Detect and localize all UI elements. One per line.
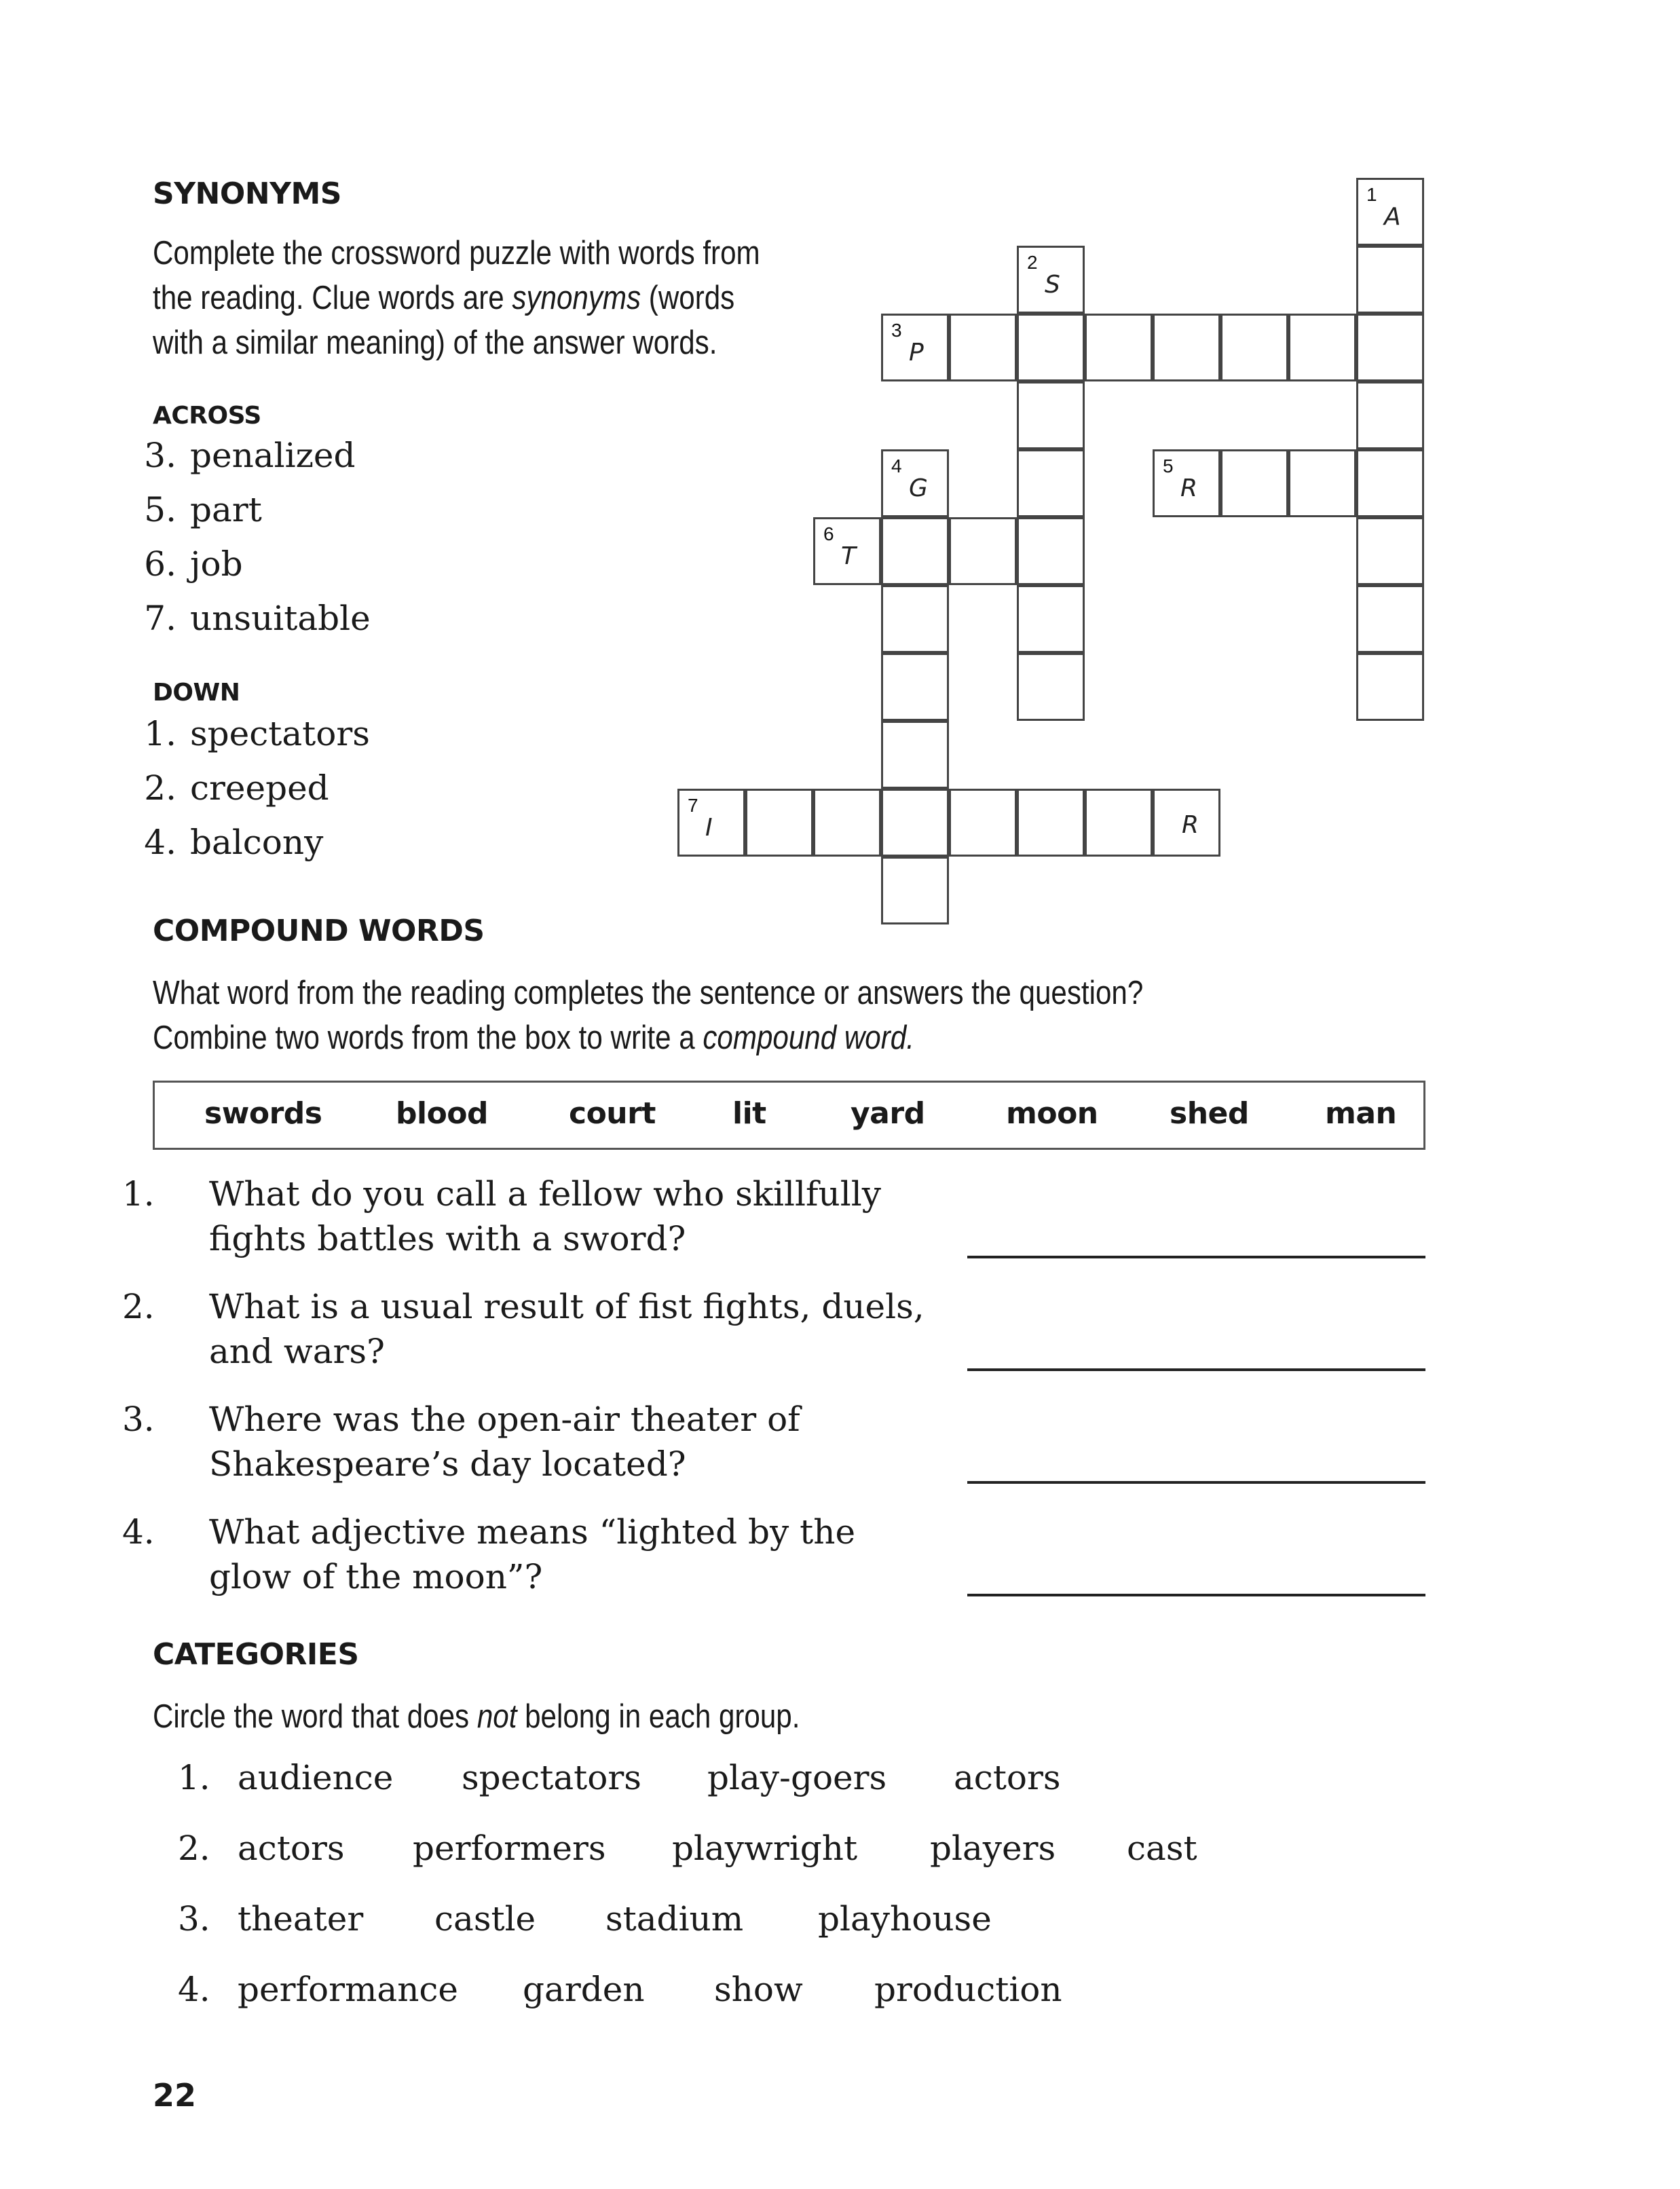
cell-number: 1: [1366, 184, 1377, 205]
question-number: 3.: [122, 1400, 155, 1439]
crossword-cell[interactable]: [1085, 789, 1153, 857]
categories-instruction: [153, 1694, 800, 1739]
cell-letter: P: [909, 339, 924, 367]
crossword-grid: [677, 178, 1428, 929]
clue-text: creeped: [190, 768, 329, 808]
question-text: Where was the open-air theater of: [209, 1400, 800, 1439]
instruction-text: belong in each group.: [517, 1698, 800, 1735]
category-word[interactable]: actors: [238, 1829, 345, 1868]
category-word[interactable]: playwright: [672, 1829, 858, 1868]
word-box-word: yard: [851, 1096, 925, 1131]
crossword-cell[interactable]: [881, 653, 949, 721]
cell-number: 5: [1163, 455, 1174, 476]
clue-number: 4.: [144, 823, 176, 862]
clue-number: 6.: [144, 544, 176, 584]
question-number: 2.: [122, 1287, 155, 1326]
category-number: 2.: [178, 1829, 210, 1868]
compound-question: [122, 1172, 937, 1267]
down-clue: [122, 714, 370, 753]
crossword-cell[interactable]: [1356, 381, 1424, 449]
crossword-cell[interactable]: [1017, 314, 1085, 381]
cell-letter: I: [705, 814, 713, 842]
crossword-cell[interactable]: [1356, 517, 1424, 585]
crossword-cell[interactable]: [1220, 314, 1288, 381]
compound-question: [122, 1284, 937, 1379]
answer-line[interactable]: [967, 1481, 1425, 1484]
synonyms-instruction-line-1: Complete the crossword puzzle with words from: [153, 235, 760, 272]
instruction-emphasis: compound word.: [703, 1019, 914, 1056]
crossword-cell[interactable]: [1017, 653, 1085, 721]
category-number: 4.: [178, 1970, 210, 2009]
word-box-word: lit: [732, 1096, 766, 1131]
category-word[interactable]: audience: [238, 1758, 394, 1797]
cell-letter: S: [1045, 271, 1060, 299]
category-word[interactable]: castle: [434, 1899, 536, 1939]
crossword-cell[interactable]: [1356, 653, 1424, 721]
categories-heading: CATEGORIES: [153, 1637, 359, 1672]
down-clue: [122, 823, 323, 862]
question-text: Shakespeare’s day located?: [209, 1444, 686, 1484]
instruction-text: Circle the word that does: [153, 1698, 477, 1735]
clue-text: penalized: [190, 436, 356, 475]
category-number: 3.: [178, 1899, 210, 1939]
category-word[interactable]: production: [874, 1970, 1062, 2009]
question-text: What is a usual result of fist fights, duels,: [209, 1287, 925, 1326]
instruction-text: the reading. Clue words are: [153, 280, 512, 316]
crossword-cell[interactable]: [881, 721, 949, 789]
category-word[interactable]: garden: [523, 1970, 645, 2009]
across-clue: [122, 599, 371, 638]
crossword-cell[interactable]: [1356, 449, 1424, 517]
crossword-cell[interactable]: [1288, 449, 1356, 517]
word-box-word: moon: [1006, 1096, 1098, 1131]
category-word[interactable]: actors: [954, 1758, 1061, 1797]
crossword-cell[interactable]: [881, 857, 949, 924]
compound-question: [122, 1397, 937, 1492]
crossword-cell[interactable]: [745, 789, 813, 857]
crossword-cell[interactable]: [1153, 789, 1220, 857]
crossword-cell[interactable]: [881, 517, 949, 585]
page-number: 22: [153, 2077, 197, 2114]
compound-instruction-line-1: What word from the reading completes the sentence or answers the question?: [153, 975, 1144, 1011]
category-number: 1.: [178, 1758, 210, 1797]
word-box-word: swords: [204, 1096, 322, 1131]
category-word[interactable]: spectators: [462, 1758, 641, 1797]
word-box-word: blood: [396, 1096, 489, 1131]
category-word[interactable]: playhouse: [818, 1899, 992, 1939]
instruction-emphasis: synonyms: [512, 280, 641, 316]
crossword-cell[interactable]: [881, 789, 949, 857]
clue-number: 3.: [144, 436, 176, 475]
category-word[interactable]: theater: [238, 1899, 364, 1939]
crossword-cell[interactable]: [1153, 314, 1220, 381]
crossword-cell[interactable]: [1017, 789, 1085, 857]
synonyms-instruction-line-2: [153, 276, 734, 320]
instruction-text: Combine two words from the box to write a: [153, 1019, 703, 1056]
crossword-cell[interactable]: [1220, 449, 1288, 517]
crossword-cell[interactable]: [1356, 178, 1424, 246]
across-clue: [122, 490, 262, 529]
clue-text: unsuitable: [190, 599, 371, 638]
word-box-word: shed: [1170, 1096, 1249, 1131]
compound-instruction-line-2: [153, 1015, 914, 1060]
crossword-cell[interactable]: [949, 517, 1017, 585]
crossword-cell[interactable]: [1017, 517, 1085, 585]
clue-text: balcony: [190, 823, 324, 862]
crossword-cell[interactable]: [1356, 585, 1424, 653]
cell-number: 3: [891, 320, 902, 341]
answer-line[interactable]: [967, 1368, 1425, 1371]
across-heading: ACROSS: [153, 402, 261, 430]
clue-number: 5.: [144, 490, 176, 529]
crossword-cell[interactable]: [881, 585, 949, 653]
crossword-cell[interactable]: [1017, 585, 1085, 653]
category-word[interactable]: show: [714, 1970, 803, 2009]
clue-number: 7.: [144, 599, 176, 638]
answer-line[interactable]: [967, 1594, 1425, 1596]
crossword-cell[interactable]: [1288, 314, 1356, 381]
question-text: glow of the moon”?: [209, 1557, 543, 1596]
down-heading: DOWN: [153, 679, 240, 707]
crossword-cell[interactable]: [1356, 314, 1424, 381]
answer-line[interactable]: [967, 1256, 1425, 1258]
word-box-word: court: [569, 1096, 656, 1131]
question-text: What adjective means “lighted by the: [209, 1512, 856, 1552]
crossword-cell[interactable]: [949, 314, 1017, 381]
category-word[interactable]: performers: [413, 1829, 606, 1868]
question-text: and wars?: [209, 1332, 385, 1371]
cell-letter: R: [1182, 811, 1199, 839]
cell-number: 7: [688, 795, 698, 816]
crossword-cell[interactable]: [813, 517, 881, 585]
question-text: fights battles with a sword?: [209, 1219, 686, 1258]
cell-letter: T: [841, 542, 856, 570]
clue-number: 2.: [144, 768, 176, 808]
across-clue: [122, 544, 243, 584]
crossword-cell[interactable]: [949, 789, 1017, 857]
clue-text: spectators: [190, 714, 370, 753]
cell-number: 4: [891, 455, 902, 476]
instruction-text: (words: [641, 280, 735, 316]
question-number: 1.: [122, 1174, 155, 1214]
clue-text: part: [190, 490, 262, 529]
compound-words-heading: COMPOUND WORDS: [153, 914, 485, 948]
crossword-cell[interactable]: [881, 314, 949, 381]
category-word[interactable]: play-goers: [707, 1758, 887, 1797]
across-clue: [122, 436, 356, 475]
crossword-cell[interactable]: [881, 449, 949, 517]
synonyms-heading: SYNONYMS: [153, 176, 341, 211]
word-box: [153, 1081, 1425, 1150]
word-box-word: man: [1325, 1096, 1397, 1131]
crossword-cell[interactable]: [1356, 246, 1424, 314]
cell-letter: G: [909, 474, 928, 502]
category-word[interactable]: stadium: [605, 1899, 744, 1939]
cell-number: 2: [1027, 252, 1038, 273]
category-word[interactable]: cast: [1127, 1829, 1197, 1868]
down-clue: [122, 768, 329, 808]
category-word[interactable]: players: [930, 1829, 1056, 1868]
crossword-cell[interactable]: [1085, 314, 1153, 381]
crossword-cell[interactable]: [677, 789, 745, 857]
crossword-cell[interactable]: [1017, 246, 1085, 314]
instruction-emphasis: not: [477, 1698, 517, 1735]
crossword-cell[interactable]: [813, 789, 881, 857]
clue-text: job: [190, 544, 243, 584]
clue-number: 1.: [144, 714, 176, 753]
category-word[interactable]: performance: [238, 1970, 459, 2009]
question-number: 4.: [122, 1512, 155, 1552]
cell-letter: R: [1180, 474, 1198, 502]
compound-question: [122, 1510, 937, 1605]
crossword-cell[interactable]: [1017, 449, 1085, 517]
synonyms-instruction-line-3: with a similar meaning) of the answer words.: [153, 324, 717, 361]
question-text: What do you call a fellow who skillfully: [209, 1174, 881, 1214]
crossword-cell[interactable]: [1153, 449, 1220, 517]
cell-number: 6: [823, 523, 834, 544]
crossword-cell[interactable]: [1017, 381, 1085, 449]
cell-letter: A: [1384, 203, 1401, 231]
